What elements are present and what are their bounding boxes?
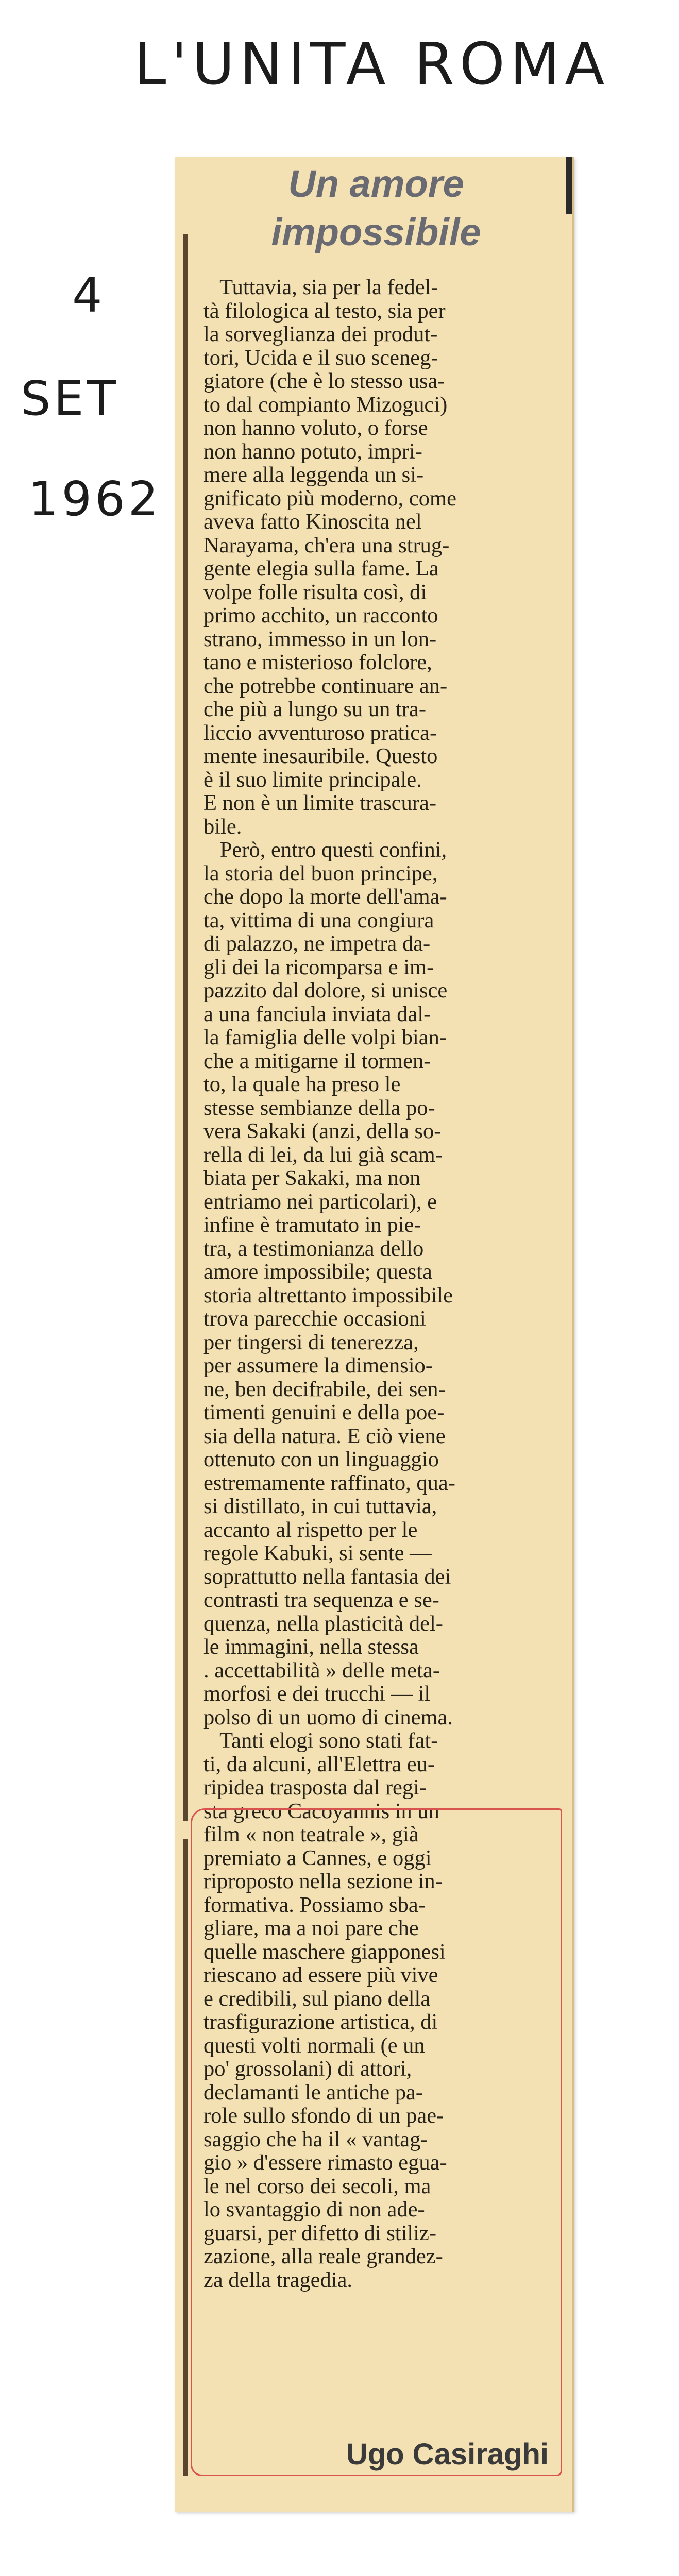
article-line: pazzito dal dolore, si unisce [203, 979, 448, 1003]
article-line: quelle maschere giapponesi [203, 1940, 446, 1963]
article-line: contrasti tra sequenza e se- [203, 1588, 439, 1612]
article-line: role sullo sfondo di un pae- [203, 2104, 444, 2128]
article-line: la famiglia delle volpi bian- [203, 1026, 447, 1049]
article-line: gnificato più moderno, come [203, 486, 456, 510]
article-line: liccio avventuroso pratica- [203, 721, 437, 744]
article-line: stesse sembianze della po- [203, 1096, 435, 1120]
article-line: tori, Ucida e il suo sceneg- [203, 346, 438, 369]
article-line: Tuttavia, sia per la fedel- [203, 276, 438, 299]
article-line: aveva fatto Kinoscita nel [203, 510, 422, 534]
article-line: è il suo limite principale. [203, 768, 422, 791]
article-line: sia della natura. E ciò viene [203, 1424, 446, 1448]
article-line: accanto al rispetto per le [203, 1518, 418, 1541]
article-line: che dopo la morte dell'ama- [203, 885, 447, 909]
article-line: soprattutto nella fantasia dei [203, 1565, 451, 1588]
article-line: la sorveglianza dei produt- [203, 323, 438, 346]
article-line: tà filologica al testo, sia per [203, 299, 446, 323]
article-line: questi volti normali (e un [203, 2033, 425, 2057]
article-line: guarsi, per difetto di stiliz- [203, 2221, 437, 2245]
article-line: lo svantaggio di non ade- [203, 2198, 425, 2222]
clipping-edge-strip [566, 157, 572, 214]
article-line: giatore (che è lo stesso usa- [203, 369, 445, 393]
article-line: timenti genuini e della poe- [203, 1401, 445, 1425]
article-line: ripidea trasposta dal regi- [203, 1776, 427, 1800]
article-line: vera Sakaki (anzi, della so- [203, 1120, 442, 1143]
article-line: to, la quale ha preso le [203, 1073, 401, 1096]
article-line: non hanno potuto, impri- [203, 439, 422, 463]
article-line: sta greco Cacoyannis in un [203, 1799, 439, 1823]
article-line: per tingersi di tenerezza, [203, 1330, 419, 1354]
handwritten-newspaper-name: L'UNITA ROMA [134, 31, 610, 98]
article-line: gio » d'essere rimasto egua- [203, 2151, 447, 2175]
article-line: gli dei la ricomparsa e im- [203, 955, 434, 979]
article-line: che più a lungo su un tra- [203, 698, 426, 721]
article-line: mente inesauribile. Questo [203, 744, 438, 768]
article-line: e credibili, sul piano della [203, 1987, 431, 2010]
article-line: trasfigurazione artistica, di [203, 2010, 438, 2034]
article-line: formativa. Possiamo sba- [203, 1893, 426, 1917]
column-rule-top [183, 234, 188, 1821]
headline-line-1: Un amore [288, 162, 464, 205]
headline-line-2: impossibile [271, 211, 481, 253]
article-body [203, 276, 564, 2292]
article-line: le immagini, nella stessa [203, 1635, 419, 1659]
article-line: storia altrettanto impossibile [203, 1283, 453, 1307]
article-line: E non è un limite trascura- [203, 791, 436, 815]
article-line: . accettabilità » delle meta- [203, 1658, 440, 1682]
article-line: polso di un uomo di cinema. [203, 1705, 453, 1729]
article-line: zazione, alla reale grandez- [203, 2245, 443, 2268]
article-line: per assumere la dimensio- [203, 1354, 433, 1378]
article-line: estremamente raffinato, qua- [203, 1471, 455, 1495]
article-line: la storia del buon principe, [203, 861, 438, 885]
column-rule-bottom [183, 1839, 188, 2476]
article-byline: Ugo Casiraghi [346, 2437, 549, 2471]
article-line: saggio che ha il « vantag- [203, 2127, 428, 2151]
article-line: trova parecchie occasioni [203, 1307, 426, 1331]
article-line: za della tragedia. [203, 2268, 353, 2292]
handwritten-month: SET [21, 371, 119, 426]
article-line: film « non teatrale », già [203, 1823, 419, 1846]
article-line: volpe folle risulta così, di [203, 580, 427, 604]
article-line: quenza, nella plasticità del- [203, 1612, 443, 1635]
article-line: tra, a testimonianza dello [203, 1236, 424, 1260]
article-line: si distillato, in cui tuttavia, [203, 1495, 437, 1518]
article-line: gliare, ma a noi pare che [203, 1917, 419, 1940]
article-line: infine è tramutato in pie- [203, 1213, 421, 1237]
article-headline [196, 160, 556, 257]
article-line: non hanno voluto, o forse [203, 416, 428, 440]
article-line: tano e misterioso folclore, [203, 651, 432, 674]
article-line: ta, vittima di una congiura [203, 908, 434, 932]
article-line: Tanti elogi sono stati fat- [203, 1729, 438, 1753]
article-line: Narayama, ch'era una strug- [203, 533, 450, 557]
article-line: primo acchito, un racconto [203, 604, 438, 628]
article-line: mere alla leggenda un si- [203, 463, 424, 487]
article-line: to dal compianto Mizoguci) [203, 393, 448, 416]
article-line: ti, da alcuni, all'Elettra eu- [203, 1752, 435, 1776]
article-line: Però, entro questi confini, [203, 838, 447, 862]
handwritten-year: 1962 [28, 471, 162, 527]
article-line: rella di lei, da lui già scam- [203, 1143, 443, 1166]
article-line: biata per Sakaki, ma non [203, 1166, 421, 1190]
article-line: di palazzo, ne impetra da- [203, 932, 431, 956]
article-line: amore impossibile; questa [203, 1260, 432, 1284]
article-line: entriamo nei particolari), e [203, 1190, 437, 1213]
article-line: po' grossolani) di attori, [203, 2057, 412, 2081]
article-line: ne, ben decifrabile, dei sen- [203, 1377, 446, 1401]
article-line: strano, immesso in un lon- [203, 627, 437, 651]
article-line: a una fanciula inviata dal- [203, 1002, 431, 1026]
article-line: regole Kabuki, si sente — [203, 1541, 432, 1565]
handwritten-day: 4 [72, 268, 106, 323]
article-line: che a mitigarne il tormen- [203, 1049, 431, 1073]
article-line: bile. [203, 815, 242, 838]
article-line: gente elegia sulla fame. La [203, 557, 439, 581]
article-line: che potrebbe continuare an- [203, 674, 448, 698]
article-line: riproposto nella sezione in- [203, 1870, 443, 1893]
article-line: premiato a Cannes, e oggi [203, 1846, 432, 1870]
article-line: riescano ad essere più vive [203, 1963, 438, 1987]
article-line: morfosi e dei trucchi — il [203, 1682, 431, 1706]
article-line: declamanti le antiche pa- [203, 2080, 423, 2104]
article-line: le nel corso dei secoli, ma [203, 2174, 431, 2198]
article-line: ottenuto con un linguaggio [203, 1448, 439, 1471]
newspaper-clipping [175, 157, 574, 2512]
